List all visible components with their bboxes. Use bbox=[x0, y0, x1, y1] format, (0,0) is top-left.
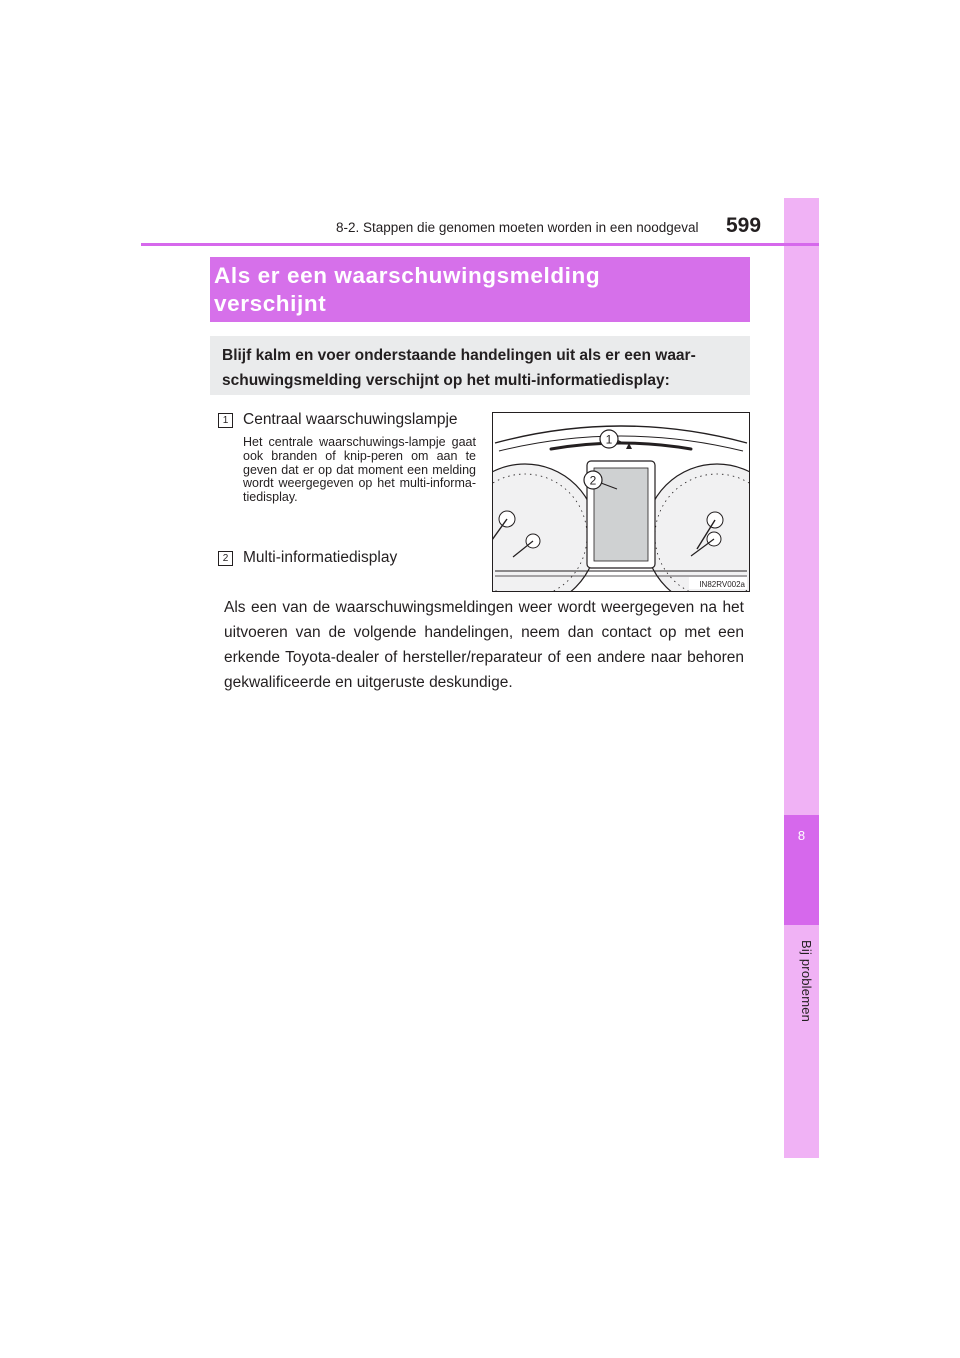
chapter-name: Bij problemen bbox=[799, 940, 814, 1023]
cluster-hood-line bbox=[495, 426, 747, 443]
intro-box bbox=[210, 336, 750, 395]
item-label-1: Centraal waarschuwingslampje bbox=[243, 411, 458, 428]
section-title-line-1: Als er een waarschuwingsmelding bbox=[214, 263, 601, 288]
chapter-number: 8 bbox=[797, 828, 806, 843]
item-description-1: Het centrale waarschuwings-lampje gaat ook branden of knip-peren om aan te geven dat er op dat moment een melding wordt weergegeven op het multi-informa-tiedisplay. bbox=[243, 435, 476, 505]
page-number: 599 bbox=[726, 214, 762, 237]
header-section-path: 8-2. Stappen die genomen moeten worden in een noodgeval bbox=[336, 220, 699, 235]
header-rule bbox=[141, 243, 819, 246]
section-title-box bbox=[210, 257, 750, 322]
warning-lamp-strip bbox=[551, 443, 691, 449]
callout-2-label: 2 bbox=[589, 473, 597, 488]
item-label-2: Multi-informatiedisplay bbox=[243, 549, 398, 566]
figure-image-code: IN82RV002a bbox=[699, 580, 745, 589]
instrument-cluster-figure bbox=[492, 412, 750, 592]
left-gauge-icon bbox=[493, 464, 597, 591]
intro-line-2: schuwingsmelding verschijnt op het multi-informatiedisplay: bbox=[222, 372, 670, 389]
item-number-2: 2 bbox=[218, 551, 233, 566]
instrument-cluster-drawing bbox=[493, 413, 749, 591]
callout-1-label: 1 bbox=[605, 432, 613, 447]
right-gauge-icon bbox=[645, 464, 749, 591]
intro-line-1: Blijf kalm en voer onderstaande handelingen uit als er een waar- bbox=[222, 347, 696, 364]
section-title-line-2: verschijnt bbox=[214, 291, 327, 316]
body-paragraph: Als een van de waarschuwingsmeldingen weer wordt weergegeven na het uitvoeren van de volgende handelingen, neem dan contact op met een erkende Toyota-dealer of hersteller/reparateur of een andere naar behoren gekwalificeerde en uitgeruste deskundige. bbox=[224, 599, 744, 691]
item-number-1: 1 bbox=[218, 413, 233, 428]
